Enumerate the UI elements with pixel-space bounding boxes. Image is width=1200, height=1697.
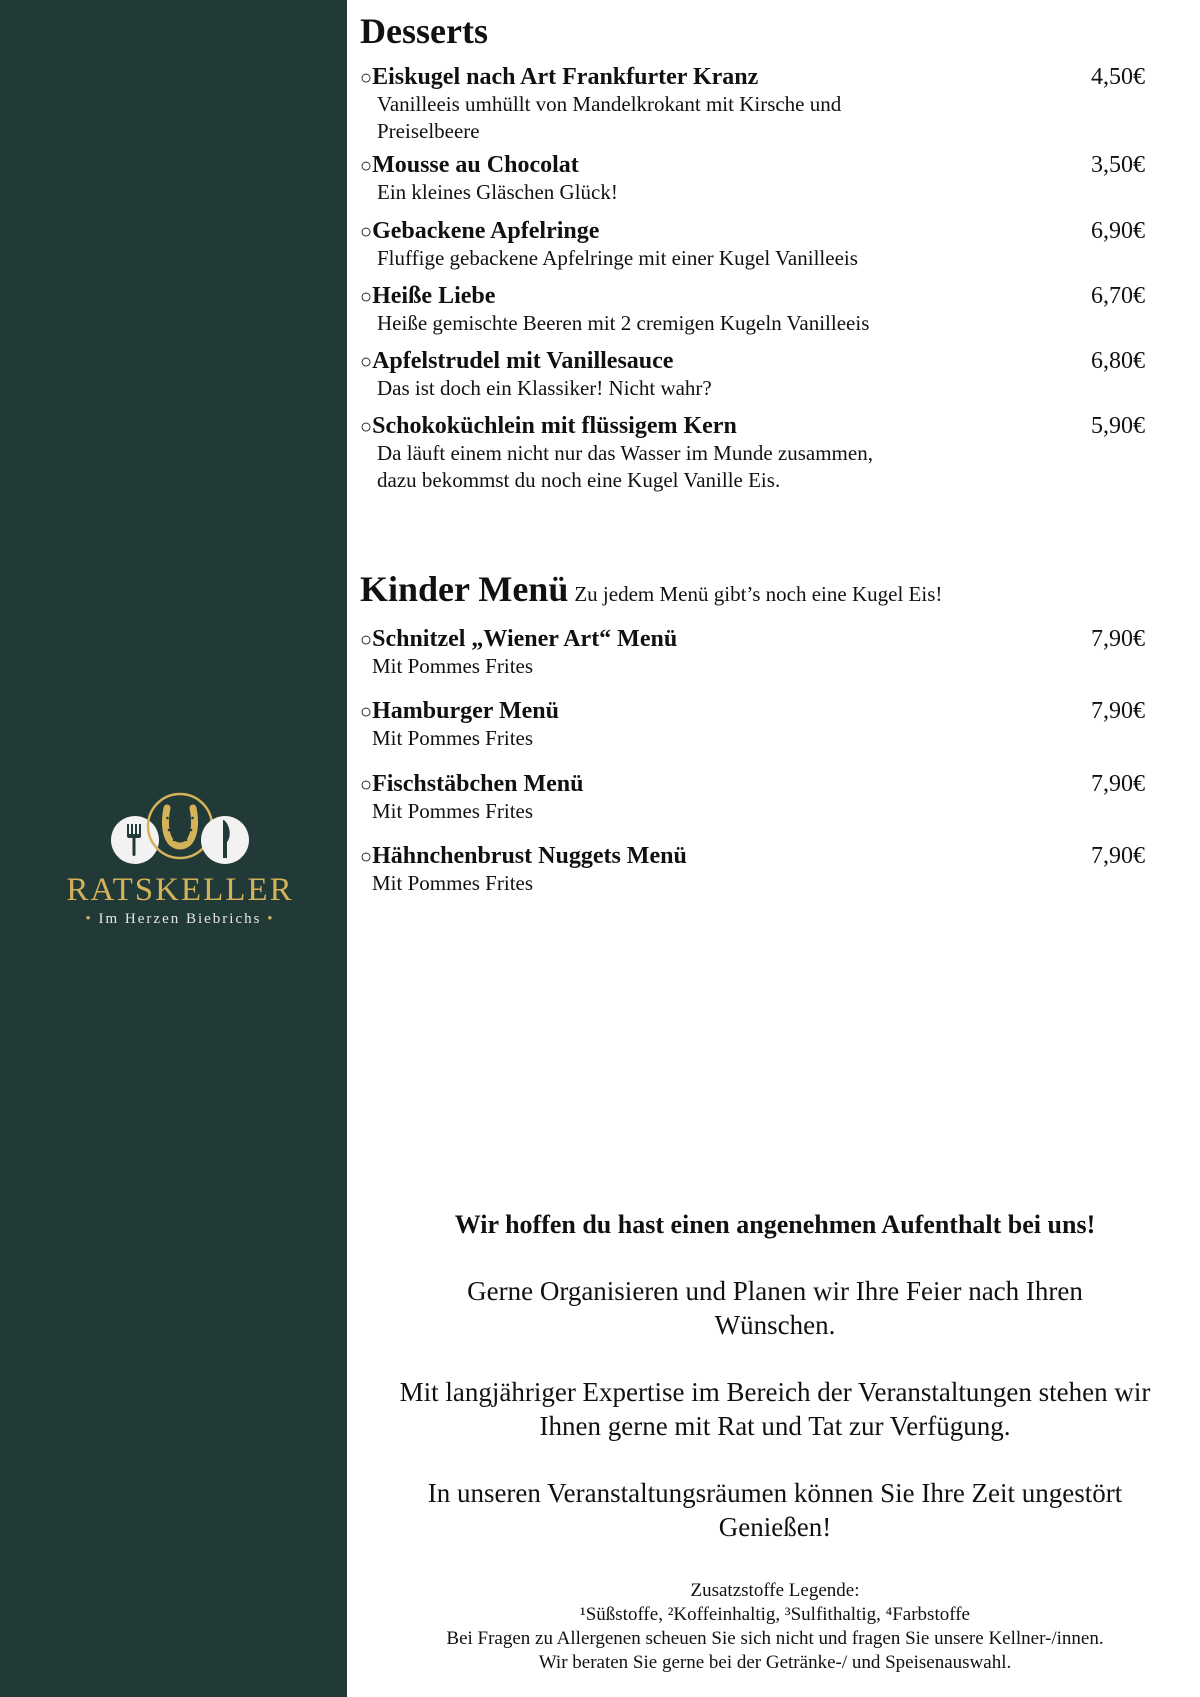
item-price: 7,90€ xyxy=(1091,698,1145,724)
item-title: ○Hähnchenbrust Nuggets Menü xyxy=(360,843,687,869)
brand-name: RATSKELLER xyxy=(66,872,294,908)
item-title: ○Apfelstrudel mit Vanillesauce xyxy=(360,348,674,374)
logo xyxy=(50,790,310,928)
bullet-icon: ○ xyxy=(360,67,373,89)
bullet-icon: ○ xyxy=(360,774,373,796)
item-price: 7,90€ xyxy=(1091,771,1145,797)
kinder-item xyxy=(360,843,1145,897)
item-price: 4,50€ xyxy=(1091,64,1145,90)
kinder-item xyxy=(360,626,1145,680)
item-title: ○Gebackene Apfelringe xyxy=(360,218,600,244)
legend-title: Zusatzstoffe Legende: xyxy=(690,1580,860,1601)
item-description: Mit Pommes Frites xyxy=(372,871,534,895)
item-price: 6,80€ xyxy=(1091,348,1145,374)
item-description: dazu bekommst du noch eine Kugel Vanille Eis. xyxy=(377,468,781,492)
closing-para-3: In unseren Veranstaltungsräumen können Sie Ihre Zeit ungestört Genießen! xyxy=(427,1478,1123,1542)
bullet-icon: ○ xyxy=(360,351,373,373)
item-price: 3,50€ xyxy=(1091,152,1145,178)
item-price: 6,70€ xyxy=(1091,283,1145,309)
item-title: ○Schnitzel „Wiener Art“ Menü xyxy=(360,626,678,652)
closing-para-2: Mit langjähriger Expertise im Bereich der Veranstaltungen stehen wir Ihnen gerne mit Rat und Tat zur Verfügung. xyxy=(399,1377,1151,1441)
closing-para-1: Gerne Organisieren und Planen wir Ihre Feier nach Ihren Wünschen. xyxy=(467,1276,1083,1340)
item-price: 7,90€ xyxy=(1091,843,1145,869)
dessert-item xyxy=(360,64,1145,145)
bullet-icon: ○ xyxy=(360,286,373,308)
item-description: Vanilleeis umhüllt von Mandelkrokant mit Kirsche und xyxy=(377,92,842,116)
dessert-item xyxy=(360,218,1145,272)
item-title: ○Eiskugel nach Art Frankfurter Kranz xyxy=(360,64,759,90)
closing-section xyxy=(360,1210,1190,1544)
dessert-item xyxy=(360,348,1145,402)
item-title: ○Fischstäbchen Menü xyxy=(360,771,584,797)
horseshoe-icon xyxy=(166,808,195,846)
item-description: Das ist doch ein Klassiker! Nicht wahr? xyxy=(377,376,712,400)
item-description: Mit Pommes Frites xyxy=(372,654,534,678)
legend-advice-note: Wir beraten Sie gerne bei der Getränke-/ und Speisenauswahl. xyxy=(538,1652,1012,1673)
item-title: ○Heiße Liebe xyxy=(360,283,496,309)
item-price: 6,90€ xyxy=(1091,218,1145,244)
additives-legend xyxy=(360,1579,1190,1675)
dessert-item xyxy=(360,152,1145,206)
bullet-icon: ○ xyxy=(360,701,373,723)
item-title: ○Hamburger Menü xyxy=(360,698,559,724)
legend-allergen-note: Bei Fragen zu Allergenen scheuen Sie sich nicht und fragen Sie unsere Kellner-/innen. xyxy=(446,1628,1104,1649)
bullet-icon: ○ xyxy=(360,416,373,438)
closing-headline: Wir hoffen du hast einen angenehmen Aufenthalt bei uns! xyxy=(454,1210,1096,1239)
dessert-item xyxy=(360,413,1145,494)
bullet-icon: ○ xyxy=(360,155,373,177)
kinder-item xyxy=(360,698,1145,752)
kinder-heading: Kinder Menü Zu jedem Menü gibt’s noch eine Kugel Eis! xyxy=(360,569,943,609)
item-price: 7,90€ xyxy=(1091,626,1145,652)
brand-tagline: • Im Herzen Biebrichs • xyxy=(85,911,275,927)
item-price: 5,90€ xyxy=(1091,413,1145,439)
sidebar xyxy=(0,0,347,1697)
item-description: Fluffige gebackene Apfelringe mit einer Kugel Vanilleeis xyxy=(377,246,858,270)
item-description: Ein kleines Gläschen Glück! xyxy=(377,180,618,204)
bullet-icon: ○ xyxy=(360,629,373,651)
item-description: Mit Pommes Frites xyxy=(372,726,534,750)
item-description: Heiße gemischte Beeren mit 2 cremigen Kugeln Vanilleeis xyxy=(377,311,870,335)
desserts-heading: Desserts xyxy=(360,11,488,51)
item-title: ○Schokoküchlein mit flüssigem Kern xyxy=(360,413,737,439)
item-description: Preiselbeere xyxy=(377,119,480,143)
dessert-item xyxy=(360,283,1145,337)
logo-emblem xyxy=(105,790,255,868)
bullet-icon: ○ xyxy=(360,221,373,243)
bullet-icon: ○ xyxy=(360,846,373,868)
item-description: Mit Pommes Frites xyxy=(372,799,534,823)
item-title: ○Mousse au Chocolat xyxy=(360,152,579,178)
kinder-item xyxy=(360,771,1145,825)
legend-additives: ¹Süßstoffe, ²Koffeinhaltig, ³Sulfithaltig, ⁴Farbstoffe xyxy=(580,1604,970,1625)
kinder-subheading: Zu jedem Menü gibt’s noch eine Kugel Eis! xyxy=(574,582,943,606)
item-description: Da läuft einem nicht nur das Wasser im Munde zusammen, xyxy=(377,441,873,465)
